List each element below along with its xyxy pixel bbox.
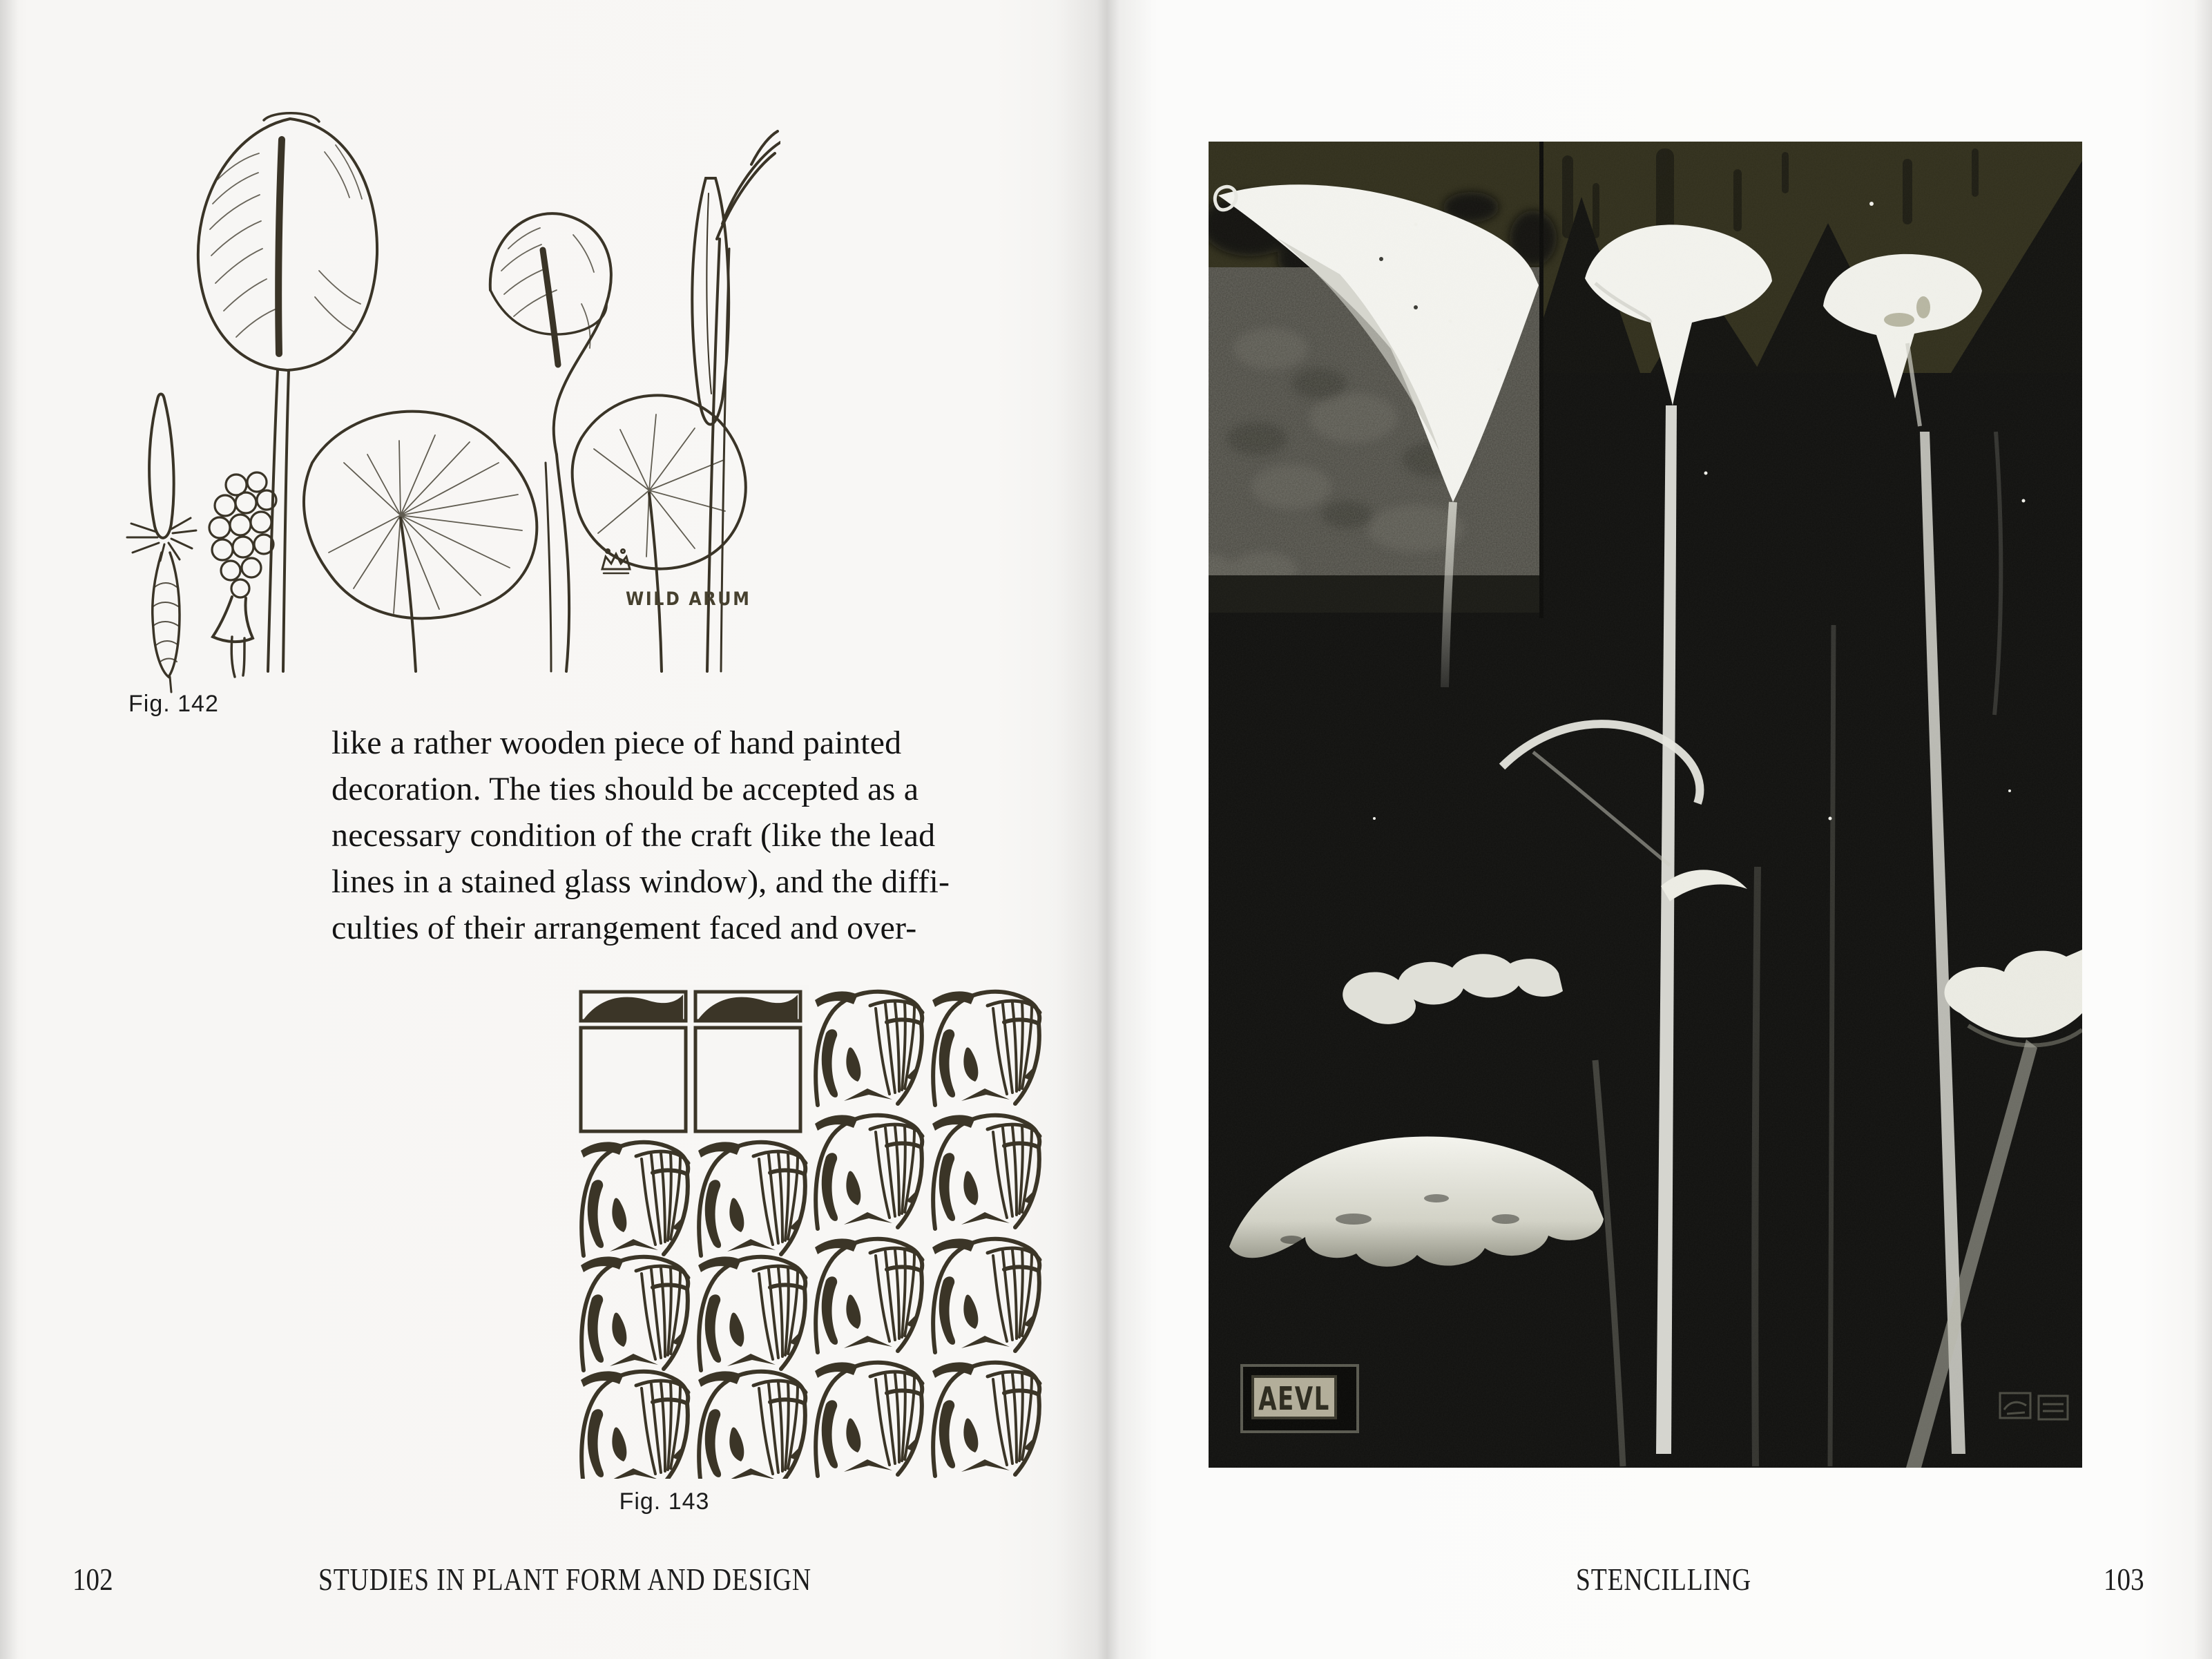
- page-right: [1105, 0, 2212, 1659]
- page-left: [0, 0, 1105, 1659]
- running-title-left: STUDIES IN PLANT FORM AND DESIGN: [318, 1562, 811, 1597]
- figure-142-caption: Fig. 142: [128, 691, 219, 717]
- spread-right-edge: [2194, 0, 2212, 1659]
- page-number-right: 103: [2104, 1562, 2144, 1597]
- paragraph-line: like a rather wooden piece of hand painted: [331, 725, 902, 761]
- paragraph-line: decoration. The ties should be accepted as a: [331, 771, 919, 807]
- fig143-stencil-pattern: [575, 985, 1044, 1479]
- wild-arum-label: WILD ARUM: [626, 587, 751, 610]
- spread-left-edge: [0, 0, 18, 1659]
- figure-143-caption: Fig. 143: [619, 1488, 710, 1515]
- stencil-blank-squares: [575, 985, 809, 1135]
- paragraph-line: necessary condition of the craft (like the lead: [331, 817, 936, 854]
- paragraph-line: culties of their arrangement faced and over-: [331, 910, 917, 946]
- fig142-wild-arum-drawing: [104, 76, 780, 694]
- aevl-monogram-text: AEVL: [1258, 1379, 1330, 1418]
- page-number-left: 102: [73, 1562, 113, 1597]
- paragraph-line: lines in a stained glass window), and the diffi-: [331, 863, 950, 900]
- arum-lilies-photograph: [1209, 142, 2082, 1468]
- body-paragraph: [331, 720, 1029, 951]
- running-title-right: STENCILLING: [1575, 1562, 1752, 1597]
